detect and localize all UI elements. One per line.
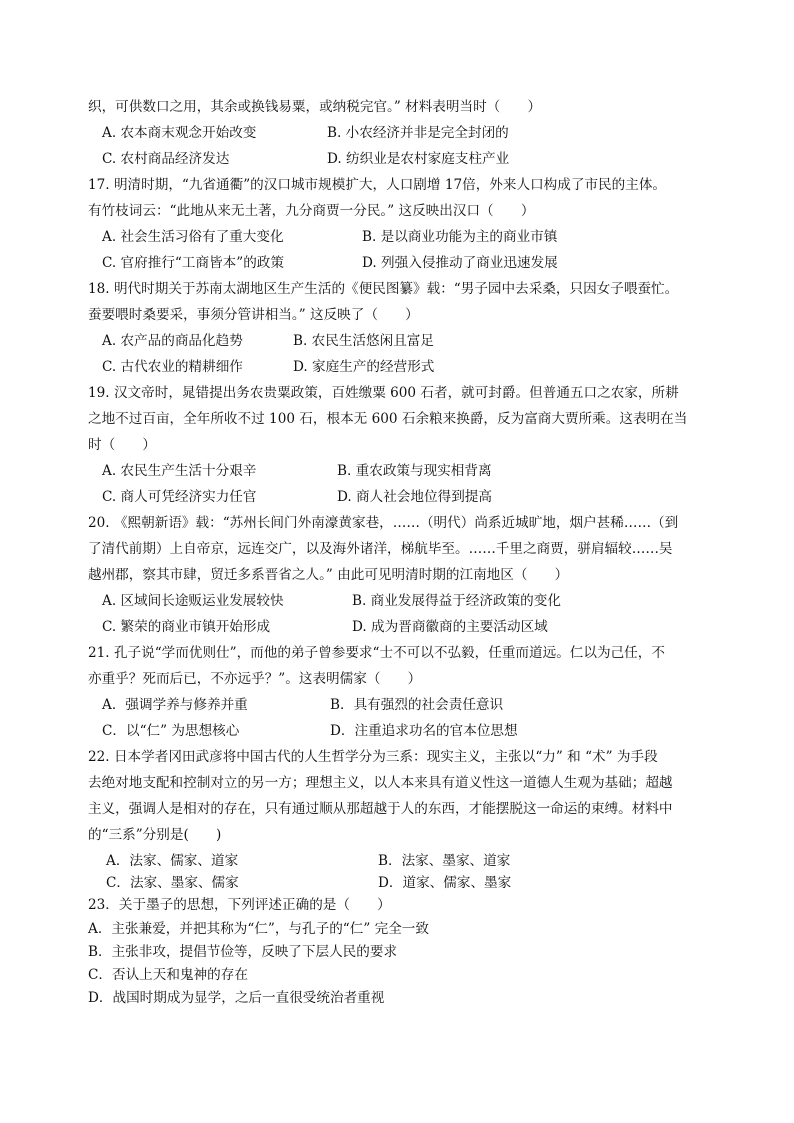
option-c: C. 古代农业的精耕细作 <box>102 359 243 375</box>
option-a: A. 农本商末观念开始改变 <box>102 125 257 141</box>
question-16-tail: 织，可供数口之用，其余或换钱易粟，或纳税完官。” 材料表明当时（ ） <box>88 99 542 115</box>
option-b: B．主张非攻，提倡节俭等，反映了下层人民的要求 <box>88 944 398 960</box>
option-c: C. 商人可凭经济实力任官 <box>102 489 257 505</box>
option-c: C. 农村商品经济发达 <box>102 151 230 167</box>
option-d: D. 家庭生产的经营形式 <box>293 359 435 375</box>
question-21-stem: 亦重乎？死而后已，不亦远乎？”。这表明儒家（ ） <box>88 671 422 687</box>
option-b: B. 农民生活悠闲且富足 <box>293 333 434 349</box>
option-a: A. 农产品的商品化趋势 <box>102 333 243 349</box>
question-19-stem: 之地不过百亩，全年所收不过 100 石，根本无 600 石余粮来换爵，反为富商大贾所乘。这表明在当 <box>88 411 688 427</box>
option-d: D．注重追求功名的官本位思想 <box>330 723 518 739</box>
option-d: D．战国时期成为显学，之后一直很受统治者重视 <box>88 990 385 1006</box>
question-22-stem: 去绝对地支配和控制对立的另一方；理想主义，以人本来具有道义性这一道德人生观为基础；超越 <box>88 775 673 791</box>
option-b: B. 小农经济并非是完全封闭的 <box>327 125 509 141</box>
question-18-stem: 蚕要喂时桑要采，事须分管讲相当。” 这反映了（ ） <box>88 307 419 323</box>
option-a: A. 区域间长途贩运业发展较快 <box>102 593 284 609</box>
question-17-stem: 有竹枝词云：“此地从来无土著，九分商贾一分民。” 这反映出汉口（ ） <box>88 203 535 219</box>
question-20-stem: 越州郡，察其市肆，贸迁多系晋省之人。” 由此可见明清时期的江南地区（ ） <box>88 567 569 583</box>
option-a: A. 农民生产生活十分艰辛 <box>102 463 257 479</box>
option-b: B. 商业发展得益于经济政策的变化 <box>352 593 561 609</box>
option-c: C．以“仁” 为思想核心 <box>102 723 240 739</box>
option-d: D. 成为晋商徽商的主要活动区域 <box>352 619 548 635</box>
option-c: C．法家、墨家、儒家 <box>106 875 239 891</box>
option-c: C．否认上天和鬼神的存在 <box>88 967 248 983</box>
option-b: B．具有强烈的社会责任意识 <box>330 697 504 713</box>
question-22-stem: 主义，强调人是相对的存在，只有通过顺从那超越于人的东西，才能摆脱这一命运的束缚。材料中 <box>88 801 673 817</box>
question-19-stem: 19. 汉文帝时，晁错提出务农贵粟政策，百姓缴粟 600 石者，就可封爵。但普通五口之农家，所耕 <box>88 385 679 401</box>
option-c: C. 繁荣的商业市镇开始形成 <box>102 619 271 635</box>
question-20-stem: 20. 《熙朝新语》载：“苏州长间门外南濠黄家巷，……（明代）尚系近城旷地，烟户甚稀……（到 <box>88 515 679 531</box>
option-d: D. 纺织业是农村家庭支柱产业 <box>327 151 510 167</box>
question-20-stem: 了清代前期）上自帝京，远连交广，以及海外诸洋，梯航毕至。……千里之商贾，骈肩辐较……吴 <box>88 541 673 557</box>
question-18-stem: 18. 明代时期关于苏南太湖地区生产生活的《便民图纂》载：“男子园中去采桑，只因女子喂蚕忙。 <box>88 281 679 297</box>
question-17-stem: 17. 明清时期，“九省通衢”的汉口城市规模扩大，人口剧增 17倍，外来人口构成了市民的主体。 <box>88 177 667 193</box>
option-b: B. 是以商业功能为主的商业市镇 <box>362 229 558 245</box>
option-d: D．道家、儒家、墨家 <box>378 875 512 891</box>
option-a: A．强调学养与修养并重 <box>102 697 248 713</box>
option-a: A．法家、儒家、道家 <box>106 853 239 869</box>
option-b: B. 重农政策与现实相背离 <box>337 463 492 479</box>
question-22-stem: 的“三系”分别是( ) <box>88 827 222 843</box>
question-21-stem: 21. 孔子说“学而优则仕”，而他的弟子曾参要求“士不可以不弘毅，任重而道远。仁以为己任，不 <box>88 645 665 661</box>
option-a: A. 社会生活习俗有了重大变化 <box>102 229 284 245</box>
option-d: D. 商人社会地位得到提高 <box>337 489 492 505</box>
option-b: B．法家、墨家、道家 <box>378 853 511 869</box>
question-19-stem: 时（ ） <box>88 437 156 453</box>
question-23-stem: 23．关于墨子的思想，下列评述正确的是（ ） <box>88 897 391 913</box>
option-c: C. 官府推行“工商皆本”的政策 <box>102 255 284 271</box>
option-d: D. 列强入侵推动了商业迅速发展 <box>362 255 558 271</box>
option-a: A．主张兼爱，并把其称为“仁”，与孔子的“仁” 完全一致 <box>88 921 429 937</box>
question-22-stem: 22. 日本学者冈田武彦将中国古代的人生哲学分为三系：现实主义，主张以“力” 和 “术” 为手段 <box>88 749 658 765</box>
